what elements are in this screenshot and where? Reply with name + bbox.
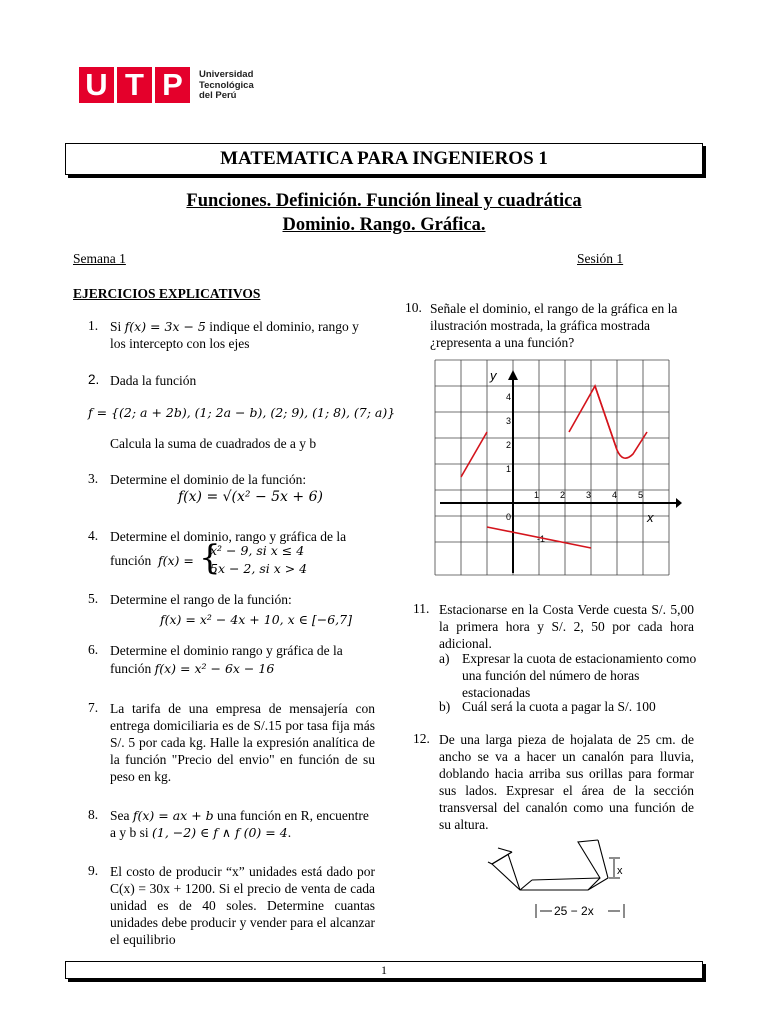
exercise-11-text: Estacionarse en la Costa Verde cuesta S/. 5,00 la primera hora y S/. 2, 50 por cada hora adicional. (439, 602, 694, 651)
exercise-3-text: Determine el dominio de la función: (110, 472, 307, 487)
exercise-11-a-label: a) (439, 651, 450, 666)
exercise-8 (110, 807, 380, 841)
week-label: Semana 1 (73, 251, 126, 266)
exercise-4-number: 4. (88, 528, 99, 543)
exercise-4-text: Determine el dominio, rango y gráfica de la (110, 529, 347, 544)
x-axis-arrow-icon (676, 498, 682, 508)
exercise-4-text-2: función (110, 553, 152, 568)
exercise-11-a-text: Expresar la cuota de estacionamiento como una función del número de horas estacionadas (462, 651, 697, 700)
exercise-6-function: f(x) = x² − 6x − 16 (154, 661, 275, 676)
x-tick-2: 2 (560, 490, 566, 500)
logo-letter-u: U (79, 67, 114, 103)
curve-segment-left (461, 432, 487, 477)
exercise-2-number: 2. (88, 372, 100, 387)
exercise-9-text: El costo de producir “x” unidades está dado por C(x) = 30x + 1200. Si el precio de venta de cada unidad es de 40 soles. Determine cuantas unidades debe producir y vender para el alcanzar el equilibrio (110, 864, 375, 947)
exercise-11-b-label: b) (439, 699, 451, 714)
exercise-8-text-2: una función en R, encuentre (213, 808, 369, 823)
exercise-7-number: 7. (88, 700, 99, 715)
x-axis-label: x (647, 510, 654, 525)
exercise-1 (110, 318, 375, 352)
graph-grid (435, 360, 669, 575)
section-heading: EJERCICIOS EXPLICATIVOS (73, 286, 261, 301)
exercise-8-condition: (1, −2) ∈ f ∧ f (0) = 4 (152, 825, 288, 840)
gutter-height-label: x (617, 865, 623, 877)
y-tick-4: 4 (506, 392, 512, 402)
logo-line-1: Universidad (199, 69, 254, 80)
gutter-drawing (488, 840, 608, 890)
exercise-5-text: Determine el rango de la función: (110, 592, 292, 607)
exercise-1-text-end: indique el dominio, rango y los intercepto con los ejes (110, 319, 359, 351)
exercise-6-text: Determine el dominio rango y gráfica de la (110, 643, 343, 658)
y-tick-3: 3 (506, 416, 512, 426)
gutter-width-label: 25 − 2x (554, 904, 594, 918)
exercise-2-function: f = {(2; a + 2b), (1; 2a − b), (2; 9), (1; 8), (7; a)} (88, 405, 396, 420)
y-axis-label: y (490, 368, 497, 383)
exercise-7-text: La tarifa de una empresa de mensajería con entrega domiciliaria es de S/.15 por tasa fija más S/. 5 por cada kg. Halle la expresión analítica de la función "Precio del envio" en función de su peso en kg. (110, 701, 375, 784)
exercise-5-number: 5. (88, 591, 99, 606)
exercise-6-number: 6. (88, 642, 99, 657)
x-tick-3: 3 (586, 490, 592, 500)
exercise-2-question: Calcula la suma de cuadrados de a y b (110, 436, 317, 451)
page-number: 1 (381, 963, 387, 977)
curve-segment-peak (569, 386, 617, 450)
piecewise-brace: { (199, 538, 221, 578)
exercise-11-number: 11. (413, 601, 430, 616)
page-number-box (65, 961, 703, 979)
gutter-figure (484, 832, 634, 924)
topic-title: Funciones. Definición. Función lineal y cuadrática (186, 191, 582, 211)
x-tick-4: 4 (612, 490, 618, 500)
exercise-1-function: f(x) = 3x − 5 (124, 319, 206, 334)
logo-letter-t: T (117, 67, 152, 103)
exercise-8-number: 8. (88, 807, 99, 822)
course-title-box (65, 143, 703, 175)
exercise-2-text: Dada la función (110, 373, 197, 388)
exercise-3-number: 3. (88, 471, 99, 486)
exercise-10-text: Señale el dominio, el rango de la gráfica en la ilustración mostrada, la gráfica mostrada ¿representa a una función? (430, 301, 678, 350)
logo-university-name (199, 70, 254, 102)
exercise-6-text-2-label: función (110, 661, 155, 676)
logo-line-2: Tecnológica (199, 79, 254, 91)
exercise-8-period: . (287, 825, 292, 840)
y-tick-2: 2 (506, 440, 512, 450)
y-tick-neg-1: -1 (537, 534, 546, 544)
session-label: Sesión 1 (577, 251, 624, 266)
exercise-1-number: 1. (88, 318, 99, 333)
exercise-4-function-lhs: f(x) = (158, 553, 194, 568)
logo-letter-p: P (155, 67, 190, 103)
exercise-3-function: f(x) = √(x² − 5x + 6) (178, 489, 323, 505)
exercise-6-text-2 (110, 660, 274, 677)
origin-label: 0 (506, 512, 512, 522)
curve-segment-right (595, 386, 647, 458)
exercise-10-number: 10. (405, 300, 422, 315)
graph-curves (461, 386, 647, 548)
exercise-9-number: 9. (88, 863, 99, 878)
x-tick-5: 5 (638, 490, 644, 500)
logo-line-3: del Perú (199, 90, 237, 101)
exercise-12-number: 12. (413, 731, 430, 746)
topic-subtitle: Dominio. Rango. Gráfica. (282, 215, 486, 235)
x-tick-1: 1 (534, 490, 540, 500)
exercise-8-text: Sea (110, 808, 133, 823)
y-tick-1: 1 (506, 464, 512, 474)
y-axis-arrow-icon (508, 370, 518, 380)
exercise-12-text: De una larga pieza de hojalata de 25 cm. de ancho se va a hacer un canalón para lluvia, doblando hacia arriba sus orillas para formar sus lados. Expresar el área de la sección transversal del canalón como una función de su altura. (439, 732, 694, 832)
exercise-8-text-3: a y b si (110, 825, 152, 840)
exercise-11-b-text: Cuál será la cuota a pagar la S/. 100 (462, 699, 656, 714)
function-graph (430, 358, 682, 578)
exercise-4-case-2: 5x − 2, si x > 4 (210, 561, 308, 576)
exercise-1-text: Si (110, 319, 125, 334)
exercise-4-case-1: x² − 9, si x ≤ 4 (210, 543, 305, 558)
exercise-8-function: f(x) = ax + b (132, 808, 214, 823)
course-title: MATEMATICA PARA INGENIEROS 1 (220, 148, 548, 169)
exercise-5-function: f(x) = x² − 4x + 10, x ∈ [−6,7] (160, 612, 352, 627)
